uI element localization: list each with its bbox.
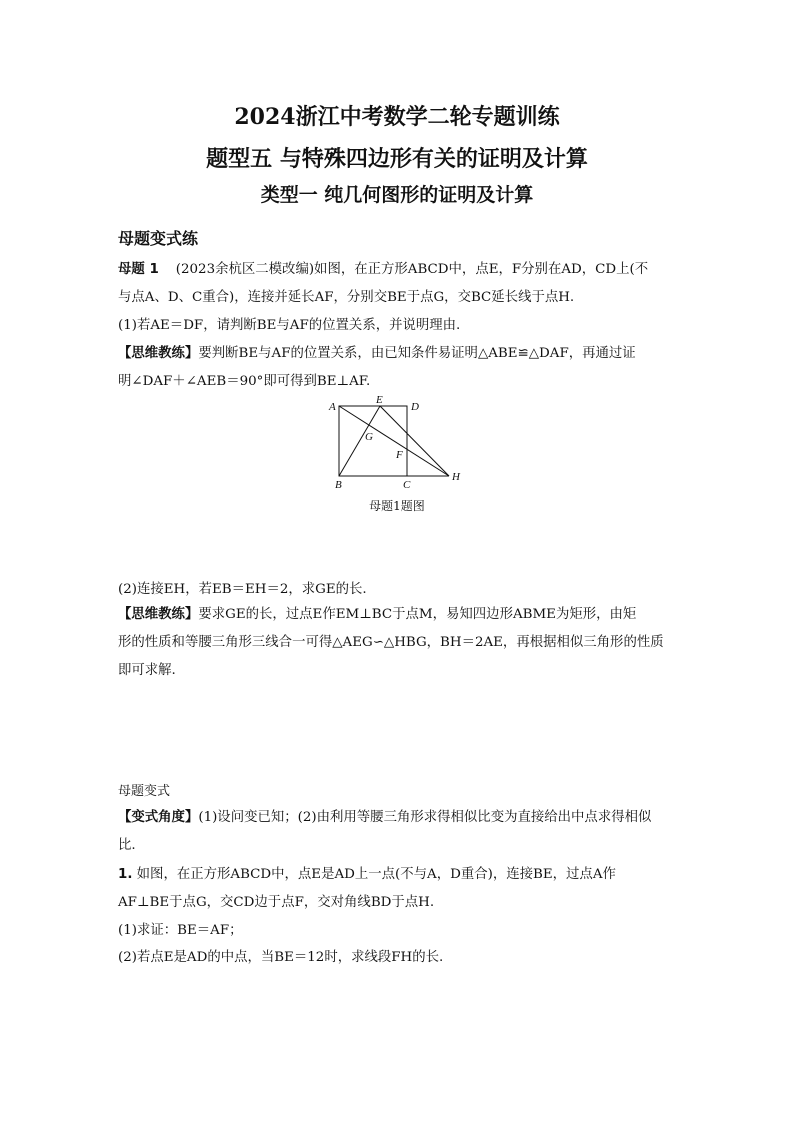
square-abcd	[339, 406, 407, 476]
label-a: A	[329, 401, 336, 413]
topic-title: 题型五 与特殊四边形有关的证明及计算	[206, 146, 588, 172]
problem1-text-line2: 与点A、D、C重合)，连接并延长AF，分别交BE于点G，交BC延长线于点H.	[118, 290, 575, 305]
label-e: E	[376, 394, 383, 406]
problem1-question1: (1)若AE＝DF，请判断BE与AF的位置关系，并说明理由.	[118, 318, 461, 333]
question1-part2: (2)若点E是AD的中点，当BE＝12时，求线段FH的长.	[118, 950, 444, 965]
question1-text-line2: AF⊥BE于点G，交CD边于点F，交对角线BD于点H.	[118, 895, 435, 910]
variant-angle-line2: 比.	[118, 838, 136, 853]
question1-part1: (1)求证：BE＝AF；	[118, 923, 243, 938]
problem1-hint2-line1	[118, 603, 636, 622]
label-h: H	[452, 471, 460, 483]
problem1-line1	[118, 258, 648, 277]
section-heading-mother-problems: 母题变式练	[118, 229, 199, 248]
label-f: F	[396, 449, 403, 461]
problem1-hint2-line2: 形的性质和等腰三角形三线合一可得△AEG∽△HBG，BH＝2AE，再根据相似三角形的性质	[118, 635, 664, 650]
question1-number: 1.	[118, 867, 133, 882]
question1-text-line1: 如图，在正方形ABCD中，点E是AD上一点(不与A，D重合)，连接BE，过点A作	[132, 867, 616, 882]
type-title: 类型一 纯几何图形的证明及计算	[260, 184, 534, 206]
line-eh	[380, 406, 449, 476]
document-title: 2024浙江中考数学二轮专题训练	[234, 104, 560, 130]
section-heading-variants: 母题变式	[118, 784, 171, 799]
label-b: B	[335, 479, 342, 491]
variant-angle-line1	[118, 806, 651, 825]
variant-angle-text-line1: (1)设问变已知；(2)由利用等腰三角形求得相似比变为直接给出中点求得相似	[198, 810, 652, 825]
hint2-text-line1: 要求GE的长，过点E作EM⊥BC于点M，易知四边形ABME为矩形，由矩	[198, 607, 637, 622]
hint1-text-line1: 要判断BE与AF的位置关系，由已知条件易证明△ABE≌△DAF，再通过证	[198, 346, 636, 361]
hint-label-2: 【思维教练】	[118, 607, 199, 622]
label-d: D	[411, 401, 419, 413]
line-ah	[339, 406, 449, 476]
problem1-hint2-line3: 即可求解.	[118, 663, 176, 678]
line-be	[339, 406, 380, 476]
question1-line1	[118, 863, 616, 882]
hint-label: 【思维教练】	[118, 346, 199, 361]
problem1-hint1-line2: 明∠DAF＋∠AEB＝90°即可得到BE⊥AF.	[118, 374, 371, 389]
square-figure	[325, 392, 470, 492]
problem1-question2: (2)连接EH，若EB＝EH＝2，求GE的长.	[118, 582, 367, 597]
problem1-label: 母题 1	[118, 262, 159, 277]
label-g: G	[365, 431, 373, 443]
label-c: C	[403, 479, 411, 491]
variant-angle-label: 【变式角度】	[118, 810, 199, 825]
problem1-text-line1: (2023余杭区二模改编)如图，在正方形ABCD中，点E，F分别在AD，CD上(不	[175, 262, 649, 277]
problem1-hint1-line1	[118, 342, 636, 361]
figure-caption: 母题1题图	[369, 499, 425, 513]
